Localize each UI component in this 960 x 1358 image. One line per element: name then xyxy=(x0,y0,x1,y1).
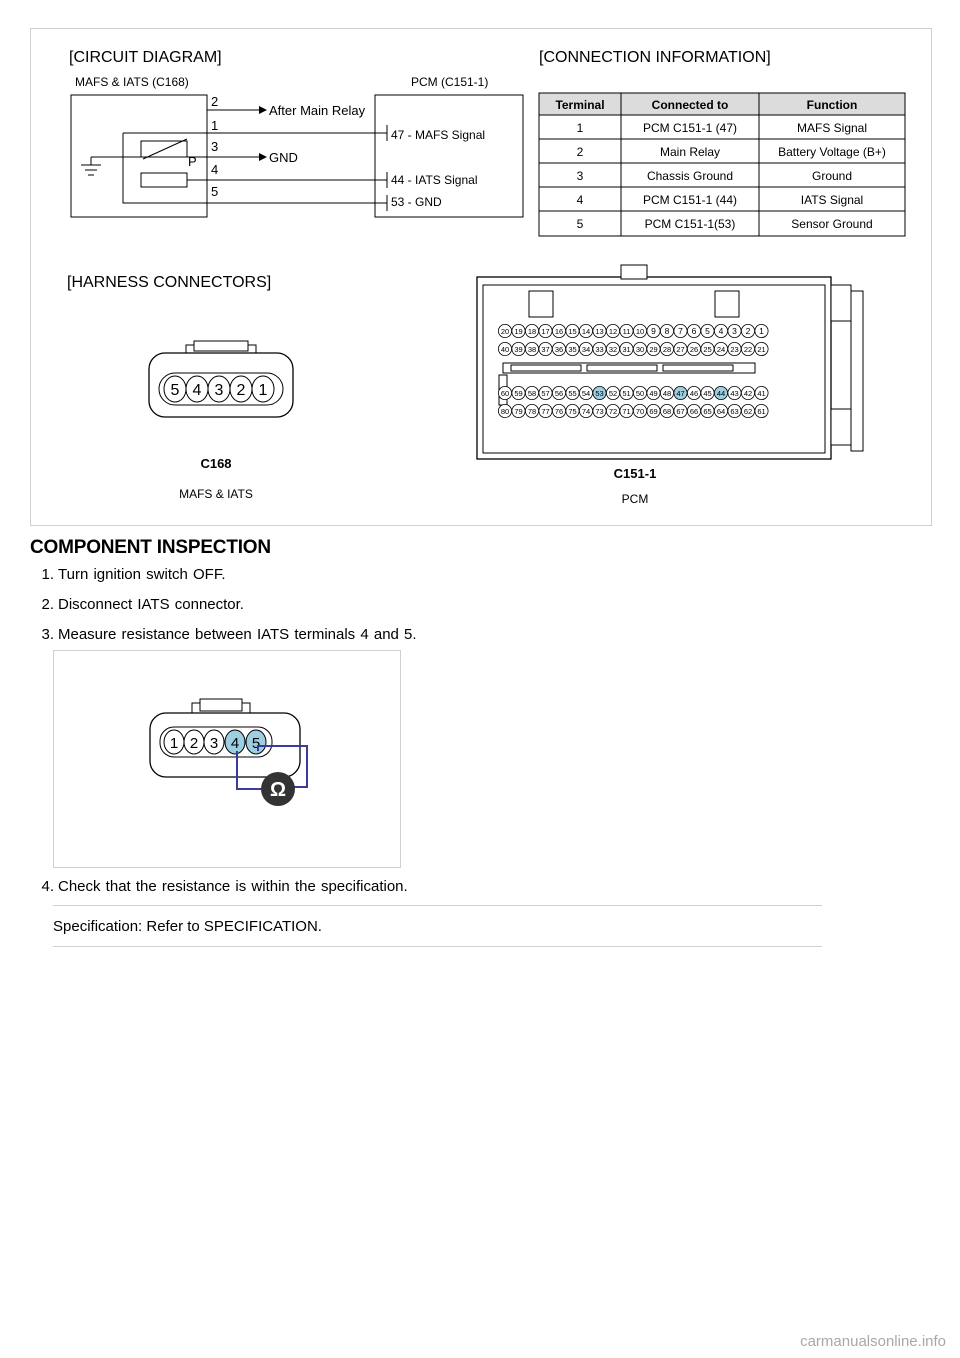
step-number: 2. xyxy=(41,596,54,613)
table-cell: PCM C151-1 (47) xyxy=(642,121,738,135)
c151-pin-label: 37 xyxy=(541,345,550,354)
pin-1-label: 1 xyxy=(211,118,219,133)
c151-pin-label: 79 xyxy=(514,407,523,416)
c151-pin-label: 62 xyxy=(743,407,753,416)
mafs-element-slash xyxy=(143,139,187,159)
c151-pin-label: 68 xyxy=(662,407,672,416)
pcm-label: PCM (C151-1) xyxy=(411,75,489,89)
c151-pin-label: 40 xyxy=(500,345,510,354)
iats-pin-label: 1 xyxy=(169,735,179,752)
specification-text: Specification: Refer to SPECIFICATION. xyxy=(53,918,322,935)
c151-pin-label: 19 xyxy=(514,327,523,336)
c151-pin-label: 52 xyxy=(608,389,618,398)
c151-connector xyxy=(477,265,863,459)
table-cell: IATS Signal xyxy=(800,193,864,207)
c151-pin-label: 42 xyxy=(743,389,753,398)
table-cell: Main Relay xyxy=(659,145,721,159)
c151-description: PCM xyxy=(621,492,649,506)
c151-pin-label: 54 xyxy=(581,389,591,398)
step-number: 4. xyxy=(41,878,54,895)
step-4 xyxy=(34,878,408,895)
c151-pin-label: 39 xyxy=(514,345,523,354)
c151-pin-label: 2 xyxy=(745,326,751,336)
table-header-terminal: Terminal xyxy=(555,98,605,112)
c151-pin-label: 56 xyxy=(554,389,564,398)
c151-pin-label: 57 xyxy=(541,389,550,398)
c151-pin-label: 43 xyxy=(730,389,739,398)
c151-pin-label: 3 xyxy=(732,326,737,336)
iats-pin-label: 2 xyxy=(189,735,199,752)
c151-pin-label: 66 xyxy=(689,407,699,416)
measurement-svg xyxy=(54,651,400,867)
pin-4-label: 4 xyxy=(211,162,219,177)
c151-pin-label: 70 xyxy=(635,407,645,416)
c151-pin-label: 35 xyxy=(568,345,577,354)
table-cell: PCM C151-1(53) xyxy=(644,217,736,231)
c151-pin-label: 71 xyxy=(622,407,631,416)
c151-pin-label: 47 xyxy=(676,389,685,398)
wire-pin-5 xyxy=(123,181,387,203)
c151-pin-label: 7 xyxy=(678,326,683,336)
table-cell: PCM C151-1 (44) xyxy=(642,193,738,207)
c168-pin-label: 5 xyxy=(170,382,180,399)
c151-housing xyxy=(477,277,831,459)
step-3 xyxy=(34,626,417,643)
table-header-connected: Connected to xyxy=(651,98,729,112)
iats-pin-label: 3 xyxy=(209,735,219,752)
c151-pin-label: 59 xyxy=(514,389,523,398)
c151-pin-label: 58 xyxy=(527,389,537,398)
c151-pin-label: 46 xyxy=(689,389,699,398)
pcm-pin-44-label: 44 - IATS Signal xyxy=(391,173,478,187)
c151-pin-label: 32 xyxy=(608,345,618,354)
wiring-figure-svg xyxy=(31,29,931,525)
after-main-relay-label: After Main Relay xyxy=(269,103,366,118)
gnd-label: GND xyxy=(269,150,298,165)
c151-pin-label: 34 xyxy=(581,345,591,354)
c151-pin-label: 17 xyxy=(541,327,550,336)
table-cell: 4 xyxy=(576,193,584,207)
c151-pin-label: 24 xyxy=(716,345,726,354)
table-cell: Ground xyxy=(811,169,853,183)
step-text: Measure resistance between IATS terminals 4 and 5. xyxy=(58,626,417,643)
pcm-pin-47-label: 47 - MAFS Signal xyxy=(391,128,486,142)
c151-pin-label: 65 xyxy=(703,407,712,416)
connection-table xyxy=(539,93,905,236)
resistance-measurement-figure xyxy=(53,650,401,868)
c151-pin-label: 22 xyxy=(743,345,753,354)
c151-pin-label: 49 xyxy=(649,389,658,398)
table-cell: Battery Voltage (B+) xyxy=(778,145,886,159)
c151-name: C151-1 xyxy=(613,466,657,481)
table-header-function: Function xyxy=(806,98,858,112)
c151-pin-label: 10 xyxy=(635,327,645,336)
c151-pin-label: 48 xyxy=(662,389,672,398)
c151-pin-label: 63 xyxy=(730,407,739,416)
c151-pin-label: 25 xyxy=(703,345,712,354)
c151-pin-label: 76 xyxy=(554,407,564,416)
circuit-diagram-title: [CIRCUIT DIAGRAM] xyxy=(69,49,222,66)
c151-pin-label: 60 xyxy=(500,389,510,398)
c151-pin-label: 16 xyxy=(554,327,564,336)
c151-pin-label: 29 xyxy=(649,345,658,354)
c151-pin-label: 28 xyxy=(662,345,672,354)
c151-pin-label: 26 xyxy=(689,345,699,354)
c151-pin-label: 18 xyxy=(527,327,537,336)
c151-pin-label: 69 xyxy=(649,407,658,416)
iats-pin-label: 4 xyxy=(230,735,240,752)
c151-pin-label: 6 xyxy=(691,326,697,336)
step-text: Disconnect IATS connector. xyxy=(58,596,244,613)
c151-pin-label: 64 xyxy=(716,407,726,416)
c151-pin-label: 44 xyxy=(716,389,726,398)
watermark: carmanualsonline.info xyxy=(800,1333,946,1350)
c151-pin-label: 50 xyxy=(635,389,645,398)
p-label: P xyxy=(188,154,197,169)
specification-box xyxy=(53,905,822,947)
c151-pin-label: 13 xyxy=(595,327,604,336)
pin-5-label: 5 xyxy=(211,184,219,199)
c168-name: C168 xyxy=(200,456,232,471)
c151-pin-label: 77 xyxy=(541,407,550,416)
pcm-pin-53-label: 53 - GND xyxy=(391,195,442,209)
ohm-symbol: Ω xyxy=(269,779,287,801)
c151-pin-label: 4 xyxy=(718,326,724,336)
step-number: 3. xyxy=(41,626,54,643)
c168-description: MAFS & IATS xyxy=(179,487,253,501)
c151-pin-label: 36 xyxy=(554,345,564,354)
c151-pin-label: 51 xyxy=(622,389,631,398)
c151-pin-label: 20 xyxy=(500,327,510,336)
pin-2-label: 2 xyxy=(211,94,219,109)
iats-pin-label: 5 xyxy=(251,735,261,752)
c151-pin-label: 38 xyxy=(527,345,537,354)
c151-pin-label: 55 xyxy=(568,389,577,398)
table-cell: 2 xyxy=(576,145,584,159)
table-cell: 1 xyxy=(576,121,584,135)
c151-pin-label: 75 xyxy=(568,407,577,416)
step-2 xyxy=(34,596,244,613)
table-cell: 3 xyxy=(576,169,584,183)
c151-pin-label: 14 xyxy=(581,327,591,336)
harness-connectors-title: [HARNESS CONNECTORS] xyxy=(67,274,272,291)
c151-pin-label: 8 xyxy=(664,326,670,336)
c151-pin-label: 21 xyxy=(757,345,766,354)
arrow-gnd-icon xyxy=(259,153,267,161)
c151-pin-label: 78 xyxy=(527,407,537,416)
section-title: COMPONENT INSPECTION xyxy=(30,537,271,558)
c151-pin-label: 23 xyxy=(730,345,739,354)
c151-pin-label: 30 xyxy=(635,345,645,354)
c168-pin-label: 1 xyxy=(258,382,268,399)
c151-pin-label: 5 xyxy=(705,326,710,336)
step-text: Turn ignition switch OFF. xyxy=(58,566,226,583)
connection-info-title: [CONNECTION INFORMATION] xyxy=(539,49,771,66)
step-number: 1. xyxy=(41,566,54,583)
table-cell: MAFS Signal xyxy=(796,121,868,135)
pin-3-label: 3 xyxy=(211,139,219,154)
table-cell: 5 xyxy=(576,217,584,231)
table-cell: Sensor Ground xyxy=(791,217,873,231)
c168-pin-label: 4 xyxy=(192,382,202,399)
c151-pin-label: 27 xyxy=(676,345,685,354)
c151-pin-label: 41 xyxy=(757,389,766,398)
c151-pin-label: 31 xyxy=(622,345,631,354)
c151-pin-label: 73 xyxy=(595,407,604,416)
step-1 xyxy=(34,566,226,583)
c151-pin-label: 45 xyxy=(703,389,712,398)
c168-pin-label: 2 xyxy=(236,382,246,399)
c151-pin-label: 33 xyxy=(595,345,604,354)
step-text: Check that the resistance is within the specification. xyxy=(58,878,408,895)
table-cell: Chassis Ground xyxy=(646,169,734,183)
c151-pin-label: 1 xyxy=(759,326,764,336)
c151-pin-label: 11 xyxy=(622,327,631,336)
c151-pin-label: 53 xyxy=(595,389,604,398)
iats-element xyxy=(141,173,187,187)
arrow-relay-icon xyxy=(259,106,267,114)
c151-pin-label: 72 xyxy=(608,407,618,416)
c168-connector xyxy=(149,341,293,417)
c151-pin-label: 61 xyxy=(757,407,766,416)
c151-pin-label: 74 xyxy=(581,407,591,416)
c168-pin-label: 3 xyxy=(214,382,224,399)
c151-pin-label: 80 xyxy=(500,407,510,416)
c151-pin-label: 15 xyxy=(568,327,577,336)
c151-pin-label: 9 xyxy=(651,326,656,336)
c151-pin-label: 67 xyxy=(676,407,685,416)
c151-pin-label: 12 xyxy=(608,327,618,336)
c168-pins xyxy=(164,376,274,402)
sensor-label: MAFS & IATS (C168) xyxy=(75,75,189,89)
wiring-figure xyxy=(30,28,932,526)
